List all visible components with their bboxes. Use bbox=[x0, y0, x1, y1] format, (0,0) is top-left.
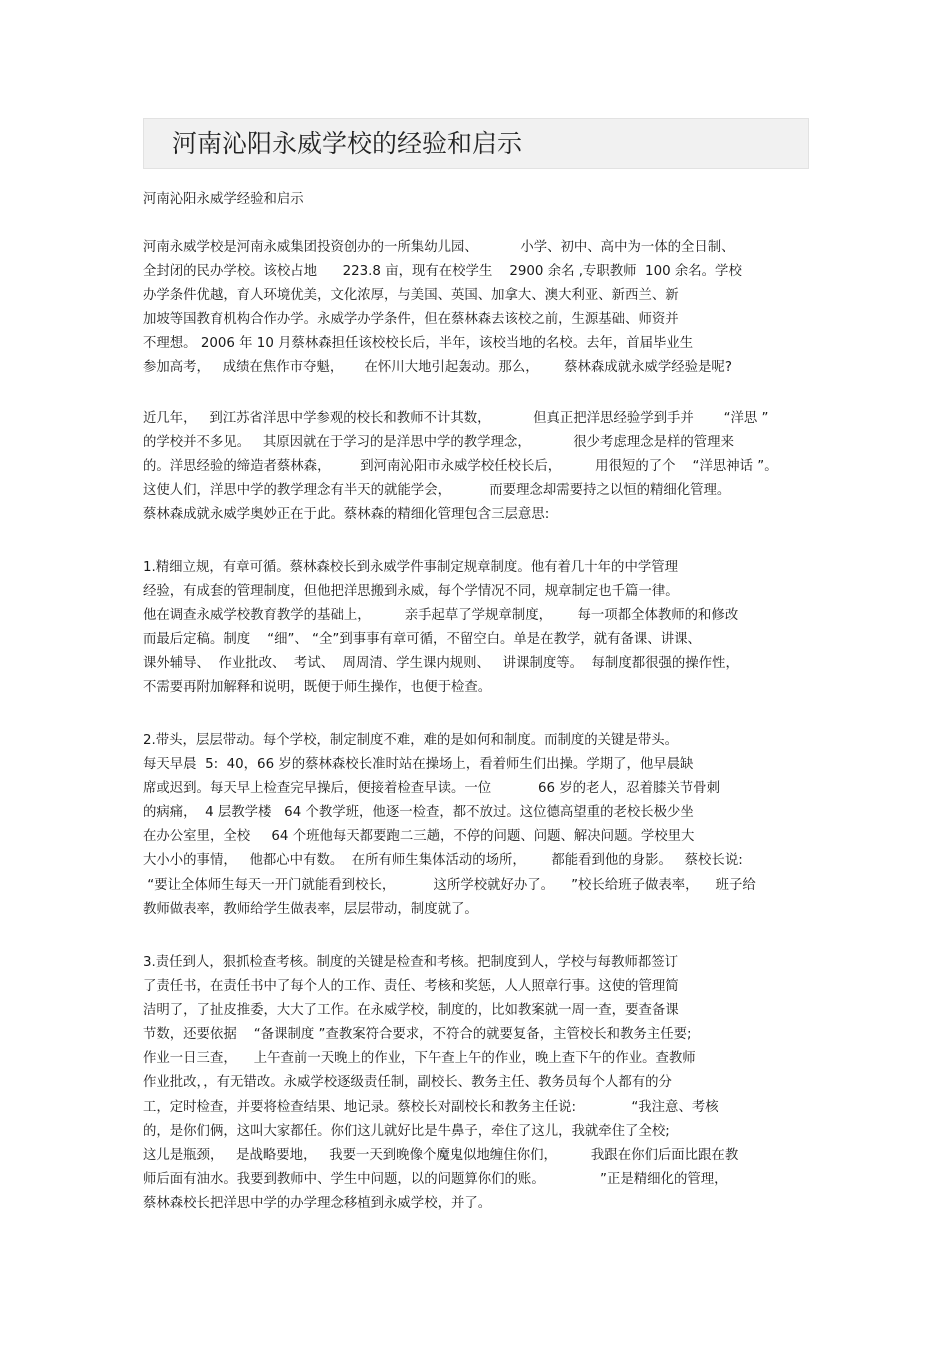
text-line: 加坡等国教育机构合作办学。永威学办学条件，但在蔡林森去该校之前，生源基础、师资并 bbox=[143, 312, 679, 328]
text-line: 课外辅导、 作业批改、 考试、 周周清、学生课内规则、 讲课制度等。 每制度都很强的操作性， bbox=[143, 656, 739, 672]
paragraph-intro bbox=[143, 236, 815, 381]
text-line: 的，是你们俩，这叫大家都任。你们这儿就好比是牛鼻子，牵住了这儿，我就牵住了全校; bbox=[143, 1123, 670, 1139]
text-line: 工，定时检查，并要将检查结果、地记录。蔡校长对副校长和教务主任说: “我注意、考核 bbox=[143, 1099, 719, 1115]
text-line: 席或迟到。每天早上检查完早操后，便接着检查早读。一位 66 岁的老人，忍着膝关节骨刺 bbox=[143, 781, 720, 797]
text-line: 全封闭的民办学校。该校占地 223.8 亩，现有在校学生 2900 余名 ,专职教师 100 余名。学校 bbox=[143, 264, 742, 280]
text-line: 不理想。 2006 年 10 月蔡林森担任该校校长后，半年，该校当地的名校。去年，首届毕业生 bbox=[143, 336, 694, 352]
page-title: 河南沁阳永威学校的经验和启示 bbox=[172, 129, 523, 158]
paragraph-point-2 bbox=[143, 729, 815, 922]
paragraph-point-3 bbox=[143, 951, 815, 1216]
text-line: 节数，还要依据 “备课制度 ”查教案符合要求，不符合的就要复备，主管校长和教务主任要; bbox=[143, 1027, 692, 1043]
text-line: 这儿是瓶颈， 是战略要地， 我要一天到晚像个魔鬼似地缠住你们， 我跟在你们后面比跟在教 bbox=[143, 1147, 739, 1163]
text-line: 教师做表率，教师给学生做表率，层层带动，制度就了。 bbox=[143, 901, 478, 917]
text-line: 参加高考， 成绩在焦作市夺魁， 在怀川大地引起轰动。那么， 蔡林森成就永威学经验是呢? bbox=[143, 360, 732, 376]
text-line: 而最后定稿。制度 “细”、 “全”到事事有章可循，不留空白。单是在教学，就有备课、讲课、 bbox=[143, 632, 701, 648]
text-line: 蔡林森校长把洋思中学的办学理念移植到永威学校，并了。 bbox=[143, 1195, 492, 1211]
text-line: 在办公室里，全校 64 个班他每天都要跑二三趟，不停的问题、问题、解决问题。学校里大 bbox=[143, 829, 695, 845]
paragraph-point-1 bbox=[143, 556, 815, 701]
paragraph-yangsi bbox=[143, 407, 815, 527]
text-line: “要让全体师生每天一开门就能看到校长， 这所学校就好办了。 ”校长给班子做表率， 班子给 bbox=[143, 877, 756, 893]
text-line: 2.带头，层层带动。每个学校，制定制度不难，难的是如何和制度。而制度的关键是带头。 bbox=[143, 733, 679, 748]
text-line: 了责任书，在责任书中了每个人的工作、责任、考核和奖惩，人人照章行事。这使的管理简 bbox=[143, 979, 679, 995]
text-line: 他在调查永威学校教育教学的基础上， 亲手起草了学规章制度， 每一项都全体教师的和修改 bbox=[143, 608, 739, 624]
text-line: 的病痛， 4 层教学楼 64 个教学班，他逐一检查，都不放过。这位德高望重的老校长极少坐 bbox=[143, 805, 694, 821]
text-line: 的。洋思经验的缔造者蔡林森， 到河南沁阳市永威学校任校长后， 用很短的了个 “洋思神话 ”。 bbox=[143, 459, 778, 475]
text-line: 的学校并不多见。 其原因就在于学习的是洋思中学的教学理念， 很少考虑理念是样的管理来 bbox=[143, 435, 734, 451]
text-line: 作业批改，，有无错改。永威学校逐级责任制，副校长、教务主任、教务员每个人都有的分 bbox=[143, 1075, 672, 1091]
text-line: 蔡林森成就永威学奥妙正在于此。蔡林森的精细化管理包含三层意思: bbox=[143, 507, 550, 523]
text-line: 经验，有成套的管理制度，但他把洋思搬到永威，每个学情况不同，规章制定也千篇一律。 bbox=[143, 584, 679, 600]
text-line: 洁明了，了扯皮推委，大大了工作。在永威学校，制度的，比如教案就一周一查，要查备课 bbox=[143, 1003, 679, 1019]
text-line: 每天早晨 5: 40，66 岁的蔡林森校长准时站在操场上，看着师生们出操。学期了，他早晨缺 bbox=[143, 757, 694, 773]
text-line: 作业一日三查， 上午查前一天晚上的作业，下午查上午的作业，晚上查下午的作业。查教师 bbox=[143, 1051, 696, 1067]
text-line: 师后面有油水。我要到教师中、学生中问题，以的问题算你们的账。 ”正是精细化的管理， bbox=[143, 1171, 728, 1187]
title-banner bbox=[143, 118, 809, 169]
text-line: 1.精细立规，有章可循。蔡林森校长到永威学件事制定规章制度。他有着几十年的中学管理 bbox=[143, 560, 679, 575]
subtitle: 河南沁阳永威学经验和启示 bbox=[143, 192, 304, 207]
text-line: 不需要再附加解释和说明，既便于师生操作，也便于检查。 bbox=[143, 680, 492, 696]
text-line: 近几年， 到江苏省洋思中学参观的校长和教师不计其数， 但真正把洋思经验学到手并 “洋思 ” bbox=[143, 411, 769, 426]
text-line: 河南永威学校是河南永威集团投资创办的一所集幼儿园、 小学、初中、高中为一体的全日制、 bbox=[143, 240, 735, 255]
text-line: 这使人们，洋思中学的教学理念有半天的就能学会， 而要理念却需要持之以恒的精细化管理。 bbox=[143, 483, 731, 499]
text-line: 大小小的事情， 他都心中有数。 在所有师生集体活动的场所， 都能看到他的身影。 蔡校长说: bbox=[143, 853, 743, 869]
text-line: 办学条件优越，育人环境优美，文化浓厚，与美国、英国、加拿大、澳大利亚、新西兰、新 bbox=[143, 288, 679, 304]
text-line: 3.责任到人，狠抓检查考核。制度的关键是检查和考核。把制度到人，学校与每教师都签订 bbox=[143, 955, 679, 970]
